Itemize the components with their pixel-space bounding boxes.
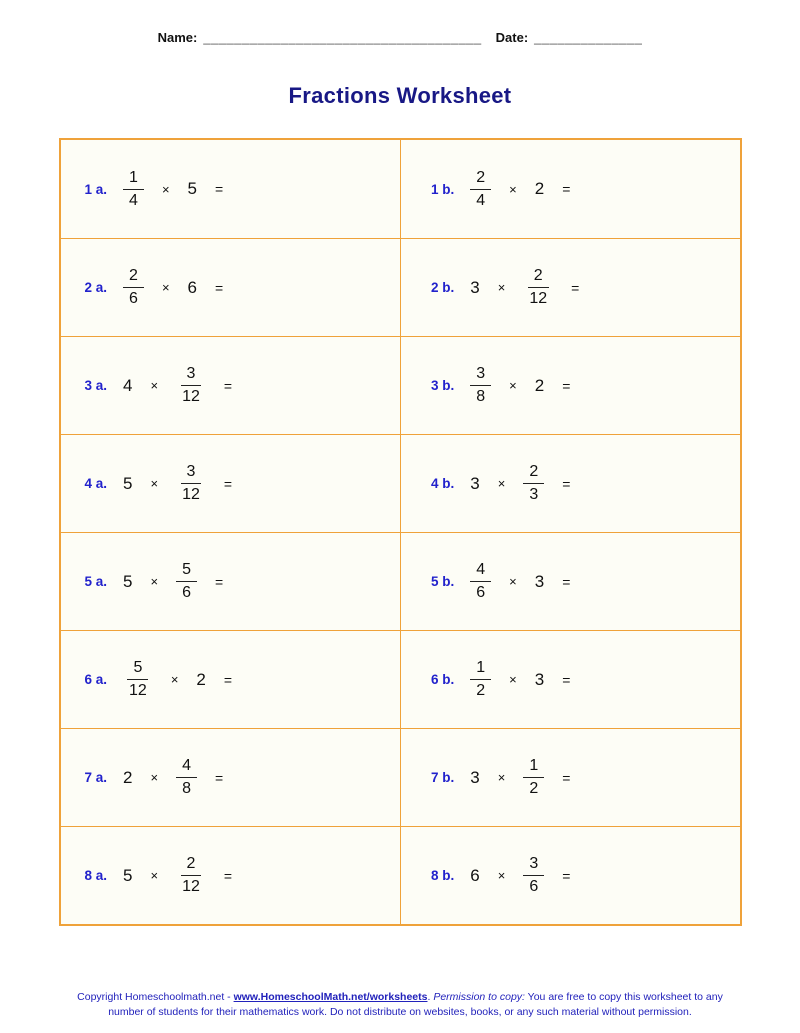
whole-number: 2 [534, 375, 545, 395]
problem-label: 8 b. [431, 868, 455, 883]
fraction [176, 462, 206, 505]
multiply-sign: × [509, 181, 517, 197]
problem-cell [400, 238, 740, 336]
whole-number: 2 [123, 767, 133, 787]
fraction [523, 756, 544, 799]
equals-sign: = [562, 671, 571, 688]
problem-cell [400, 532, 740, 630]
multiply-sign: × [161, 181, 170, 197]
whole-number: 5 [123, 571, 133, 591]
whole-number: 3 [470, 277, 480, 297]
equals-sign: = [562, 867, 571, 884]
problem-cell [400, 630, 740, 728]
footer-line-2: number of students for their mathematics work. Do not distribute on websites, books, or any such material without permission. [108, 1006, 692, 1019]
fraction-numerator: 2 [181, 854, 202, 876]
fraction-numerator: 2 [528, 266, 549, 288]
footer-line-1 [0, 990, 800, 1005]
fraction-denominator: 12 [182, 388, 200, 405]
fraction-denominator: 6 [182, 584, 191, 601]
whole-number: 3 [534, 669, 545, 689]
date-blank-line: ______________ [534, 30, 643, 45]
multiply-sign: × [150, 770, 159, 785]
multiply-sign: × [497, 476, 506, 491]
fraction-numerator: 5 [127, 658, 148, 680]
fraction-denominator: 8 [476, 388, 486, 405]
copyright-footer [0, 990, 800, 1020]
problem-cell [400, 728, 740, 826]
equals-sign: = [215, 279, 224, 296]
problem-label: 5 a. [84, 574, 108, 589]
problem-cell [61, 336, 401, 434]
whole-number: 4 [123, 375, 133, 395]
copyright-text: Copyright Homeschoolmath.net - [77, 991, 234, 1003]
equals-sign: = [562, 475, 571, 492]
problem-cell [61, 434, 401, 532]
fraction-denominator: 2 [529, 780, 539, 797]
problem-cell [61, 532, 401, 630]
problem-label: 3 a. [84, 378, 108, 393]
fraction-denominator: 12 [529, 290, 548, 307]
fraction-denominator: 4 [476, 191, 486, 209]
homeschoolmath-link[interactable]: www.HomeschoolMath.net/worksheets [233, 991, 428, 1003]
problem-label: 7 b. [431, 770, 455, 785]
fraction-denominator: 12 [129, 682, 147, 699]
whole-number: 6 [187, 277, 197, 297]
name-date-row [0, 0, 800, 45]
date-label: Date: [495, 30, 529, 45]
whole-number: 3 [470, 767, 480, 787]
fraction [123, 658, 153, 701]
problem-cell [400, 140, 740, 238]
fraction-denominator: 3 [529, 486, 539, 503]
problem-cell [61, 630, 401, 728]
multiply-sign: × [509, 378, 517, 393]
multiply-sign: × [497, 770, 506, 785]
fraction [523, 266, 553, 309]
whole-number: 3 [470, 473, 480, 493]
fraction-denominator: 4 [129, 191, 138, 209]
fraction [523, 462, 544, 505]
equals-sign: = [223, 867, 233, 884]
multiply-sign: × [170, 672, 179, 687]
problems-table [59, 138, 742, 926]
fraction [523, 854, 544, 897]
permission-to-copy-label: Permission to copy: [433, 991, 525, 1003]
problem-label: 3 b. [431, 378, 455, 393]
permission-text: You are free to copy this worksheet to any [524, 991, 723, 1003]
name-blank-line: ____________________________________ [203, 30, 482, 45]
multiply-sign: × [497, 280, 506, 295]
whole-number: 6 [470, 865, 480, 885]
problem-cell [61, 728, 401, 826]
problem-cell [400, 826, 740, 924]
fraction-numerator: 1 [470, 658, 491, 680]
fraction-numerator: 3 [470, 364, 491, 386]
whole-number: 2 [196, 669, 206, 689]
fraction-denominator: 6 [476, 584, 486, 601]
fraction-numerator: 2 [523, 462, 544, 484]
whole-number: 5 [187, 179, 197, 198]
fraction [123, 266, 144, 309]
problem-label: 4 a. [84, 476, 108, 491]
fraction-denominator: 12 [182, 878, 200, 895]
problem-cell [61, 140, 401, 238]
name-label: Name: [157, 30, 198, 45]
fraction-denominator: 2 [476, 682, 486, 699]
multiply-sign: × [150, 378, 159, 393]
fraction-numerator: 1 [123, 168, 144, 190]
fraction [123, 168, 144, 211]
fraction-numerator: 3 [181, 462, 202, 484]
problem-label: 2 b. [431, 280, 455, 295]
multiply-sign: × [497, 868, 506, 883]
whole-number: 3 [534, 571, 545, 591]
equals-sign: = [562, 573, 571, 590]
fraction-denominator: 6 [129, 290, 138, 307]
problem-cell [61, 826, 401, 924]
fraction [176, 560, 197, 603]
equals-sign: = [562, 181, 571, 197]
fraction-numerator: 3 [181, 364, 202, 386]
fraction [176, 854, 206, 897]
footer-separator: . [427, 991, 434, 1003]
whole-number: 5 [123, 473, 133, 493]
multiply-sign: × [150, 574, 159, 589]
problem-cell [61, 238, 401, 336]
fraction [470, 364, 491, 407]
fraction-denominator: 8 [182, 780, 191, 797]
equals-sign: = [223, 377, 233, 394]
problem-label: 6 a. [84, 672, 108, 687]
problem-cell [400, 434, 740, 532]
problem-label: 8 a. [84, 868, 108, 883]
fraction-numerator: 3 [523, 854, 544, 876]
problem-label: 1 a. [84, 181, 108, 197]
problem-label: 7 a. [84, 770, 108, 785]
whole-number: 5 [123, 865, 133, 885]
problem-label: 6 b. [431, 672, 455, 687]
multiply-sign: × [150, 476, 159, 491]
fraction-numerator: 2 [123, 266, 144, 288]
multiply-sign: × [150, 868, 159, 883]
fraction-numerator: 5 [176, 560, 197, 582]
multiply-sign: × [509, 672, 517, 687]
fraction [176, 364, 206, 407]
problem-label: 4 b. [431, 476, 455, 491]
problem-cell [400, 336, 740, 434]
equals-sign: = [571, 279, 580, 296]
equals-sign: = [223, 671, 233, 688]
equals-sign: = [215, 181, 224, 197]
fraction-denominator: 6 [529, 878, 539, 895]
multiply-sign: × [161, 280, 170, 295]
equals-sign: = [215, 573, 224, 590]
fraction [470, 560, 491, 603]
problem-label: 1 b. [431, 181, 455, 197]
fraction-numerator: 1 [523, 756, 544, 778]
multiply-sign: × [509, 574, 517, 589]
equals-sign: = [223, 475, 233, 492]
fraction [470, 168, 491, 211]
problem-label: 2 a. [84, 280, 108, 295]
fraction [470, 658, 491, 701]
fraction-denominator: 12 [182, 486, 200, 503]
whole-number: 2 [534, 179, 545, 198]
fraction-numerator: 4 [470, 560, 491, 582]
fraction [176, 756, 197, 799]
equals-sign: = [562, 377, 571, 394]
equals-sign: = [215, 769, 224, 786]
page-title: Fractions Worksheet [288, 83, 512, 108]
fraction-numerator: 2 [470, 168, 491, 190]
problem-label: 5 b. [431, 574, 455, 589]
fraction-numerator: 4 [176, 756, 197, 778]
equals-sign: = [562, 769, 571, 786]
